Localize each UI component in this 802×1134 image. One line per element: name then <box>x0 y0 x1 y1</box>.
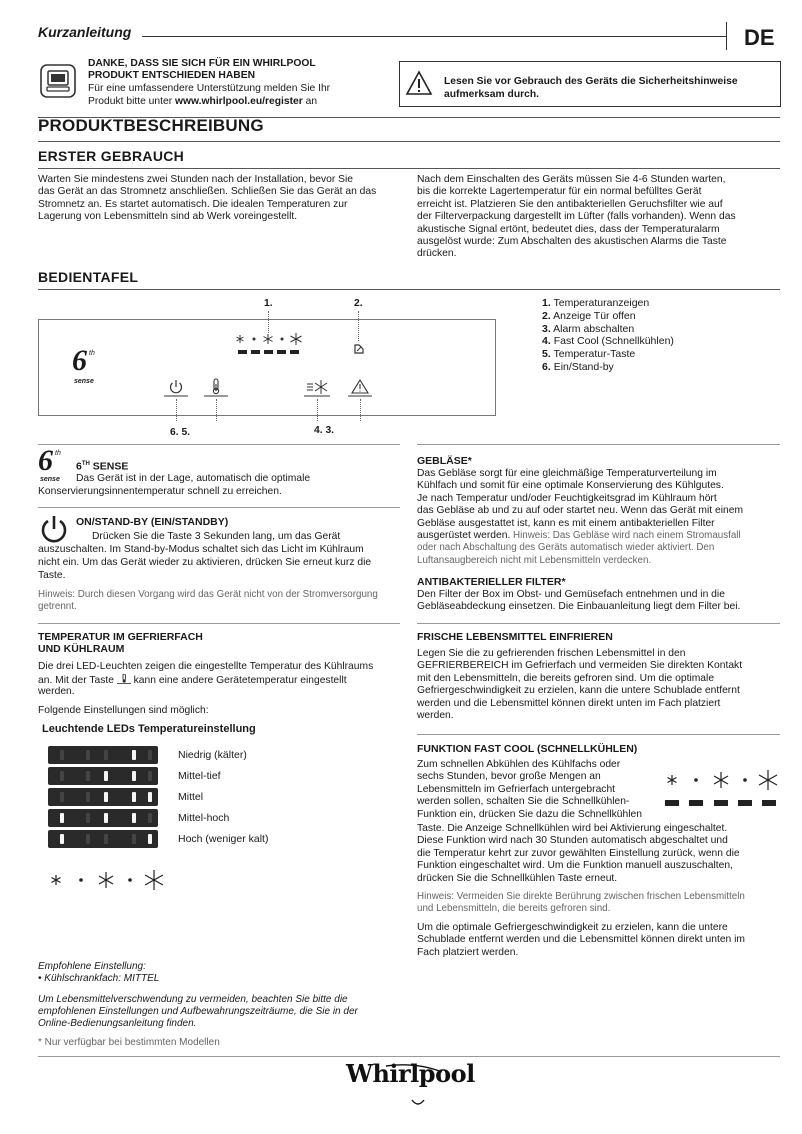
hint-line: oder nach Abschaltung des Geräts automatisch wieder aktiviert. Den <box>417 542 715 554</box>
fastcool-short-text <box>417 759 657 821</box>
callout-1: 1. <box>264 298 273 309</box>
led-off <box>86 792 90 802</box>
power-button[interactable] <box>164 377 188 397</box>
led-setting-label: Mittel <box>178 791 204 803</box>
sense-number: 6 <box>72 344 87 377</box>
text-line: erreicht ist. Platzieren Sie den antibakteriellen Geruchsfilter wie auf <box>417 198 723 210</box>
callout-line-3 <box>360 399 361 421</box>
section-rule <box>38 168 780 169</box>
sixth-sense-title: 6TH SENSE <box>76 460 129 473</box>
text-line: Lebensmitteln im Gefrierfach untergebracht <box>417 783 616 795</box>
panel-legend <box>542 297 674 374</box>
text-line: Nach dem Einschalten des Geräts müssen Sie 4-6 Stunden warten, <box>417 174 726 185</box>
legend-item: 2. Anzeige Tür offen <box>542 309 636 322</box>
callout-line-4 <box>317 399 318 421</box>
fastcool-hint-1: Hinweis: Vermeiden Sie direkte Berührung zwischen frischen Lebensmitteln <box>417 891 745 902</box>
frische-title: FRISCHE LEBENSMITTEL EINFRIEREN <box>417 631 613 643</box>
door-open-icon <box>353 343 365 359</box>
section-rule <box>38 507 400 508</box>
text-line: Legen Sie die zu gefrierenden frischen Lebensmittel in den <box>417 648 686 659</box>
led-off <box>86 750 90 760</box>
section-title-erster-gebrauch: ERSTER GEBRAUCH <box>38 148 185 164</box>
text-line: bis die korrekte Lagertemperatur für ein normal befülltes Gerät <box>417 186 702 198</box>
sense-number: 6 <box>38 444 53 477</box>
temp-title-1: TEMPERATUR IM GEFRIERFACH <box>38 631 203 643</box>
onstandby-hint-1: Hinweis: Durch diesen Vorgang wird das Gerät nicht von der Stromversorgung <box>38 589 378 600</box>
legend-item: 5. Temperatur-Taste <box>542 348 636 361</box>
led-on <box>104 792 108 802</box>
section-rule <box>417 623 780 624</box>
legend-item: 3. Alarm abschalten <box>542 322 635 335</box>
text-line: Stromnetz an. Es startet automatisch. Die idealen Temperaturen zur <box>38 198 348 210</box>
led-setting-label: Niedrig (kälter) <box>178 749 247 761</box>
callout-2: 2. <box>354 298 363 309</box>
legend-item: 1. Temperaturanzeigen <box>542 297 650 309</box>
callout-line-6 <box>176 399 177 421</box>
text-line: Schublade entfernt werden und die Lebensmittel können direkt unten im <box>417 934 745 946</box>
recommendation-1: Empfohlene Einstellung: <box>38 961 146 972</box>
text-line: ausgerüstet werden. Hinweis: Das Gebläse wird nach einem Stromausfall <box>417 530 741 542</box>
callout-line-5 <box>216 399 217 421</box>
onstandby-line-2: auszuschalten. Im Stand-by-Modus schaltet sich das Licht im Kühlraum <box>38 544 364 555</box>
led-scale-symbols <box>48 869 168 895</box>
onstandby-line-4: Taste. <box>38 570 66 581</box>
thanks-line-4 <box>88 96 317 108</box>
filter-line-1: Den Filter der Box im Obst- und Gemüsefach entnehmen und in die <box>417 589 725 600</box>
led-off <box>132 834 136 844</box>
waste-line-2: empfohlenen Einstellungen und Aufbewahrungszeiträume, die Sie in der <box>38 1006 358 1017</box>
led-row <box>48 767 158 785</box>
text-line: Funktion ein, drücken Sie dazu die Schnellkühlen <box>417 808 642 820</box>
text-line: Gefriergeschwindigkeit zu erzielen, kann die untere Schublade entfernt <box>417 685 740 697</box>
temp-line-3: werden. <box>38 686 75 697</box>
text-line: werden. <box>417 710 454 722</box>
register-pre: Produkt bitte unter <box>88 96 176 107</box>
led-on <box>104 813 108 823</box>
text-line: Je nach Temperatur und/oder Feuchtigkeitsgrad im Kühlraum hört <box>417 492 717 504</box>
warning-triangle-icon <box>405 70 433 100</box>
geblaese-title: GEBLÄSE* <box>417 455 472 467</box>
led-on <box>132 750 136 760</box>
panel-led-bars <box>238 347 300 359</box>
temp-line-2: an. Mit der Taste kann eine andere Gerätetemperatur eingestellt <box>38 675 347 686</box>
text-line: Fach platziert werden. <box>417 946 519 958</box>
onstandby-hint-2: getrennt. <box>38 601 77 612</box>
led-on <box>148 834 152 844</box>
led-on <box>132 792 136 802</box>
fastcool-hint-2: und Lebensmitteln, die bereits gefroren sind. <box>417 903 611 914</box>
fastcool-end-text <box>417 922 782 959</box>
hint-line: Luftansaugbereich nicht mit Lebensmitteln verdecken. <box>417 554 652 566</box>
led-off <box>104 834 108 844</box>
text-line: Funktion eingeschaltet wird. Um die Funktion manuell auszuschalten, <box>417 860 733 872</box>
led-setting-label: Hoch (weniger kalt) <box>178 833 269 845</box>
text-line: akustische Signal ertönt, bedeutet dies, dass der Temperaturalarm <box>417 223 720 235</box>
led-off <box>86 834 90 844</box>
geblaese-text <box>417 468 782 567</box>
thanks-line-3: Für eine umfassendere Unterstützung melden Sie Ihr <box>88 83 331 94</box>
waste-line-3: Online-Bedienungsanleitung finden. <box>38 1018 197 1029</box>
thanks-line-2: PRODUKT ENTSCHIEDEN HABEN <box>88 70 256 81</box>
whirlpool-logo: Whirlpool <box>346 1064 476 1108</box>
led-table-title: Leuchtende LEDs Temperatureinstellung <box>42 723 256 735</box>
text-line: drücken Sie die Schnellkühlen Taste erneut. <box>417 872 618 884</box>
fastcool-symbols <box>664 769 780 813</box>
led-row <box>48 809 158 827</box>
language-code: DE <box>744 25 775 50</box>
register-post: an <box>302 96 318 107</box>
led-on <box>132 813 136 823</box>
legend-item: 4. Fast Cool (Schnellkühlen) <box>542 335 674 348</box>
erster-left-text <box>38 174 398 224</box>
text-line: Gebläse ausgestattet ist, kann es mit einem antibakteriellen Filter <box>417 517 715 529</box>
text-line: mit den Lebensmitteln, die bereits gefroren sind. Um die optimale <box>417 672 715 684</box>
text-line: Warten Sie mindestens zwei Stunden nach der Installation, bevor Sie <box>38 174 353 185</box>
led-on <box>132 771 136 781</box>
onstandby-title: ON/STAND-BY (EIN/STANDBY) <box>76 516 229 528</box>
text-line: der Filterverpackung dargestellt im Lüfter (falls vorhanden). Wenn das <box>417 211 736 223</box>
led-setting-label: Mittel-hoch <box>178 812 230 824</box>
waste-line-1: Um Lebensmittelverschwendung zu vermeiden, beachten Sie bitte die <box>38 994 348 1005</box>
temp-line-1: Die drei LED-Leuchten zeigen die eingestellte Temperatur des Kühlraums <box>38 661 374 672</box>
temp-line-4: Folgende Einstellungen sind möglich: <box>38 705 209 716</box>
callout-6-5: 6. 5. <box>170 427 191 438</box>
filter-title: ANTIBAKTERIELLER FILTER* <box>417 576 566 588</box>
recommendation-2: • Kühlschrankfach: MITTEL <box>38 973 160 984</box>
led-off <box>60 771 64 781</box>
footnote: * Nur verfügbar bei bestimmten Modellen <box>38 1037 220 1048</box>
frische-text <box>417 648 782 722</box>
led-on <box>60 834 64 844</box>
section-title-produkt: PRODUKTBESCHREIBUNG <box>38 116 264 135</box>
sixth-sense-icon <box>38 444 74 484</box>
sense-word: sense <box>40 476 60 483</box>
text-line: Kühlfach und somit für eine optimale Konservierung des Kühlgutes. <box>417 480 724 492</box>
text-line: Diese Funktion wird nach 30 Stunden automatisch abgeschaltet und <box>417 835 728 847</box>
thanks-line-1: DANKE, DASS SIE SICH FÜR EIN WHIRLPOOL <box>88 58 316 69</box>
sense-word: sense <box>74 378 94 385</box>
temp-title-2: UND KÜHLRAUM <box>38 643 125 655</box>
thermometer-icon <box>117 674 131 684</box>
temperature-button[interactable] <box>204 377 228 397</box>
led-off <box>104 750 108 760</box>
section-rule <box>38 444 400 445</box>
text-line: werden und die Lebensmittel können direkt unten im Fach platziert <box>417 697 721 709</box>
led-off <box>60 792 64 802</box>
fastcool-title: FUNKTION FAST COOL (SCHNELLKÜHLEN) <box>417 743 638 755</box>
doc-title: Kurzanleitung <box>38 24 132 40</box>
section-rule <box>417 444 780 445</box>
callout-4-3: 4. 3. <box>314 425 335 436</box>
text-line: sechs Stunden, bevor große Mengen an <box>417 771 601 783</box>
led-setting-label: Mittel-tief <box>178 770 221 782</box>
led-row <box>48 746 158 764</box>
erster-right-text <box>417 174 782 261</box>
computer-icon <box>40 64 76 102</box>
sixth-sense-logo <box>72 346 112 386</box>
led-off <box>148 750 152 760</box>
filter-line-2: Gebläseabdeckung einsetzen. Die Einbauanleitung liegt dem Filter bei. <box>417 601 741 612</box>
text-line: ausgelöst wurde: Zum Abschalten des akustischen Alarms die Taste <box>417 236 727 248</box>
fast-cool-button[interactable] <box>304 377 330 397</box>
led-on <box>104 771 108 781</box>
sixth-sense-line-1: Das Gerät ist in der Lage, automatisch die optimale <box>76 473 311 484</box>
text-line: Lagerung von Lebensmitteln sind ab Werk voreingestellt. <box>38 211 298 223</box>
sense-th: th <box>89 350 95 357</box>
led-off <box>86 813 90 823</box>
text-line: das Gerät an das Stromnetz anschließen. Schließen Sie das Gerät an das <box>38 186 377 198</box>
text-line: Um die optimale Gefriergeschwindigkeit zu erzielen, kann die untere <box>417 922 728 933</box>
header-divider <box>726 22 727 50</box>
section-rule <box>38 141 780 142</box>
text-line: das Gebläse ab und zu auf oder startet neu. Wenn das Gerät mit einem <box>417 505 744 517</box>
led-off <box>86 771 90 781</box>
section-rule <box>417 734 780 735</box>
legend-item: 6. Ein/Stand-by <box>542 360 614 373</box>
section-rule <box>38 289 780 290</box>
header-rule <box>142 36 726 37</box>
led-row <box>48 788 158 806</box>
footer-rule <box>38 1056 780 1057</box>
text-line: Taste. Die Anzeige Schnellkühlen wird bei Aktivierung eingeschaltet. <box>417 823 728 834</box>
text-line: drücken. <box>417 248 457 260</box>
section-title-bedientafel: BEDIENTAFEL <box>38 269 139 285</box>
warning-line-2: aufmerksam durch. <box>444 89 539 100</box>
text-line: Zum schnellen Abkühlen des Kühlfachs oder <box>417 759 621 770</box>
text-line: werden sollen, schalten Sie die Schnellkühlen- <box>417 796 630 808</box>
text-line: GEFRIERBEREICH im Gefrierfach und vermeiden Sie direkten Kontakt <box>417 660 743 672</box>
alarm-off-button[interactable] <box>348 377 372 397</box>
led-off <box>60 750 64 760</box>
section-rule <box>38 623 400 624</box>
led-row <box>48 830 158 848</box>
sense-th: th <box>55 450 61 457</box>
led-on <box>60 813 64 823</box>
fastcool-long-text <box>417 823 782 885</box>
led-off <box>148 813 152 823</box>
text-line: Das Gebläse sorgt für eine gleichmäßige Temperaturverteilung im <box>417 468 717 479</box>
sixth-sense-line-2: Konservierungsinnentemperatur schnell zu erreichen. <box>38 486 282 497</box>
led-off <box>148 771 152 781</box>
text-line: die Temperatur kehrt zur zuvor gewählten Einstellung zurück, wenn die <box>417 847 740 859</box>
led-on <box>148 792 152 802</box>
onstandby-line-3: nicht ein. Um das Gerät wieder zu aktivieren, drücken Sie erneut kurz die <box>38 557 372 568</box>
warning-line-1: Lesen Sie vor Gebrauch des Geräts die Sicherheitshinweise <box>444 76 738 87</box>
onstandby-line-1: Drücken Sie die Taste 3 Sekunden lang, um das Gerät <box>92 531 341 542</box>
register-link[interactable]: www.whirlpool.eu/register <box>175 96 303 107</box>
